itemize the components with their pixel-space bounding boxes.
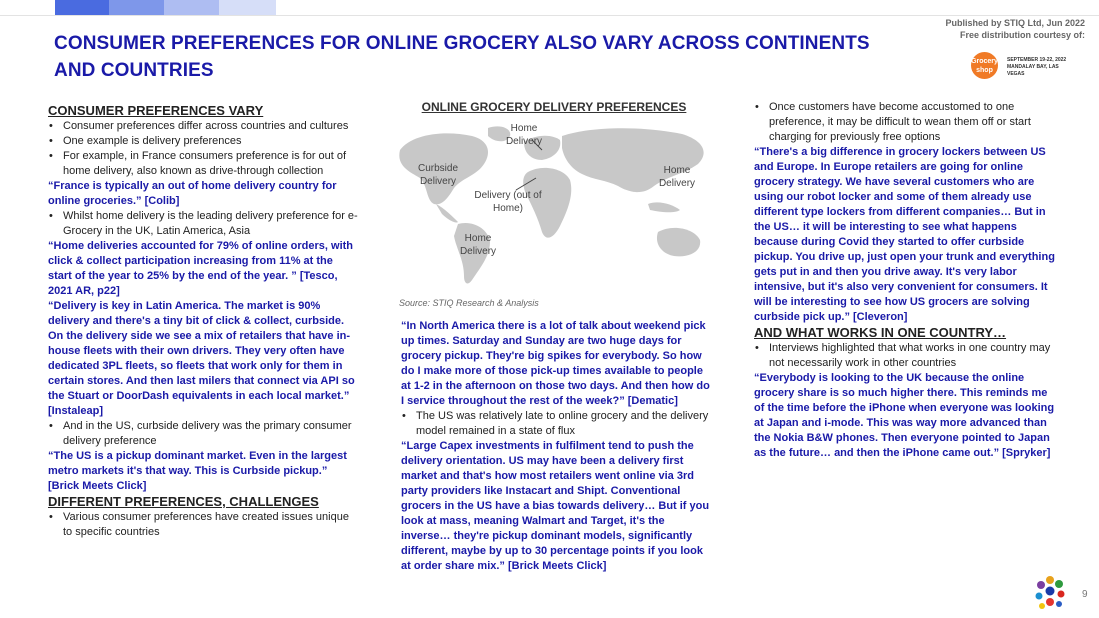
heading-preferences-vary: CONSUMER PREFERENCES VARY xyxy=(48,103,264,118)
sponsor-logo xyxy=(971,52,1081,80)
quote-dematic: “In North America there is a lot of talk about weekend pick up times. Saturday and Sunday are two huge days for grocery pickup. They're big spikes for everybody. So how do I make more of those pick-up times available to people at 1-2 in the afternoon on those two days. And then how do I service throughout the rest of the week?” [Dematic] xyxy=(401,320,710,407)
sponsor-event: SEPTEMBER 19-22, 2022 MANDALAY BAY, LAS VEGAS xyxy=(1007,57,1067,77)
published-by: Published by STIQ Ltd, Jun 2022 xyxy=(945,18,1085,28)
logo-dot xyxy=(1036,593,1043,600)
quote-brick-meets-click-2: “Large Capex investments in fulfilment tend to push the delivery orientation. US may have been a delivery first market and that's how most retailers went online via 3rd party providers like Instacart and Shipt. Conventional grocers in the US have a bias towards delivery… But if you look at mass, meaning Walmart and Target, it's the inverse… they're pickup dominant models, significantly different, maybe by up to 30 percentage points if you look at order share mix.” [Brick Meets Click] xyxy=(401,440,710,572)
map-label-home-europe: Home Delivery xyxy=(505,123,543,147)
map-label-curbside: Curbside Delivery xyxy=(417,163,459,187)
heading-what-works: AND WHAT WORKS IN ONE COUNTRY… xyxy=(754,325,1007,340)
stiq-logo xyxy=(1030,573,1070,613)
list-item: • One example is delivery preferences xyxy=(48,134,358,149)
list-item: • Once customers have become accustomed to one preference, it may be difficult to wean them off or start charging for previously free options xyxy=(754,100,1060,145)
logo-dot xyxy=(1046,587,1055,596)
quote-brick-meets-click: “The US is a pickup dominant market. Even in the largest metro markets it's that way. This is Curbside pickup.” [Brick Meets Click] xyxy=(48,450,347,492)
bullet-list xyxy=(401,409,711,439)
map-label-home-latam: Home Delivery xyxy=(459,233,497,257)
accent-bar-3 xyxy=(164,0,219,15)
logo-dot xyxy=(1046,576,1054,584)
groceryshop-logo: Grocery shop xyxy=(971,52,998,79)
bullet-list xyxy=(48,510,358,540)
free-distribution: Free distribution courtesy of: xyxy=(959,30,1085,40)
accent-bar-1 xyxy=(55,0,109,15)
logo-dot xyxy=(1039,603,1045,609)
heading-different-preferences: DIFFERENT PREFERENCES, CHALLENGES xyxy=(48,494,319,509)
list-item: • Interviews highlighted that what works in one country may not necessarily work in other countries xyxy=(754,341,1060,371)
accent-bar-2 xyxy=(109,0,164,15)
bullet-list xyxy=(48,119,358,179)
list-item: • And in the US, curbside delivery was the primary consumer delivery preference xyxy=(48,419,358,449)
list-item: • Various consumer preferences have created issues unique to specific countries xyxy=(48,510,358,540)
top-accent-bars xyxy=(0,0,1099,16)
column-left xyxy=(48,103,358,540)
bullet-list xyxy=(48,419,358,449)
quote-tesco: “Home deliveries accounted for 79% of online orders, with click & collect participation increasing from 11% at the start of the year to 25% by the end of the year. ” [Tesco, 2021 AR, p22] xyxy=(48,240,354,297)
map-title: ONLINE GROCERY DELIVERY PREFERENCES xyxy=(421,100,687,114)
top-rule xyxy=(0,15,1099,16)
list-item: • Whilst home delivery is the leading delivery preference for e-Grocery in the UK, Latin America, Asia xyxy=(48,209,358,239)
quote-spryker: “Everybody is looking to the UK because the online grocery share is so much higher there. This reminds me of the time before the iPhone when everyone was looking at Japan and i-mode. This was way more advanced than the Nokia B&W phones. Then everyone pointed to Japan as the future… and then the iPhone came out.” [Spryker] xyxy=(754,372,1055,459)
list-item: • For example, in France consumers preference is for out of home delivery, also known as drive-through collection xyxy=(48,149,358,179)
logo-dot xyxy=(1055,580,1063,588)
logo-dot xyxy=(1058,591,1065,598)
list-item: • Consumer preferences differ across countries and cultures xyxy=(48,119,358,134)
bullet-list xyxy=(48,209,358,239)
quote-colib: “France is typically an out of home delivery country for online groceries.” [Colib] xyxy=(48,180,337,207)
bullet-list xyxy=(754,100,1060,145)
map-source: Source: STIQ Research & Analysis xyxy=(399,298,539,308)
quote-cleveron: “There's a big difference in grocery lockers between US and Europe. In Europe retailers are going for online grocery strategy. We have several customers who are using our robot locker and some of them already use different type lockers from different companies… But in the US… it will be interesting to see what happens because during Covid they started to offer curbside pickup. You drive up, just open your trunk and everything gets put in and then you drive away. It's very labor intensive, but it's also very convenient for consumers. It will be interesting to see how US grocers are solving curbside pick up.” [Cleveron] xyxy=(754,146,1055,323)
publisher-note xyxy=(865,17,1085,41)
quote-instaleap: “Delivery is key in Latin America. The market is 90% delivery and there's a tiny bit of click & collect, curbside. On the delivery side we see a mix of retailers that have in-house fleets with their own drivers. They very often have dedicated 3PL fleets, so fleets that work only for them in certain stores. And then last milers that connect via API so the Stuart or DoorDash equivalents in each local market.” [Instaleap] xyxy=(48,300,355,417)
world-map-figure xyxy=(392,120,718,292)
map-label-out-of-home: Delivery (out of Home) xyxy=(474,190,542,214)
logo-dot xyxy=(1046,598,1054,606)
bullet-list xyxy=(754,341,1060,371)
list-item: • The US was relatively late to online grocery and the delivery model remained in a state of flux xyxy=(401,409,711,439)
world-map-landmass xyxy=(399,126,703,283)
column-right xyxy=(754,100,1060,461)
logo-dot xyxy=(1056,601,1062,607)
accent-bar-4 xyxy=(219,0,276,15)
logo-dot xyxy=(1037,581,1045,589)
page-title: CONSUMER PREFERENCES FOR ONLINE GROCERY ALSO VARY ACROSS CONTINENTS AND COUNTRIES xyxy=(54,33,870,81)
page-number: 9 xyxy=(1082,589,1088,600)
map-label-home-asia: Home Delivery xyxy=(658,165,696,189)
column-middle xyxy=(401,319,711,574)
